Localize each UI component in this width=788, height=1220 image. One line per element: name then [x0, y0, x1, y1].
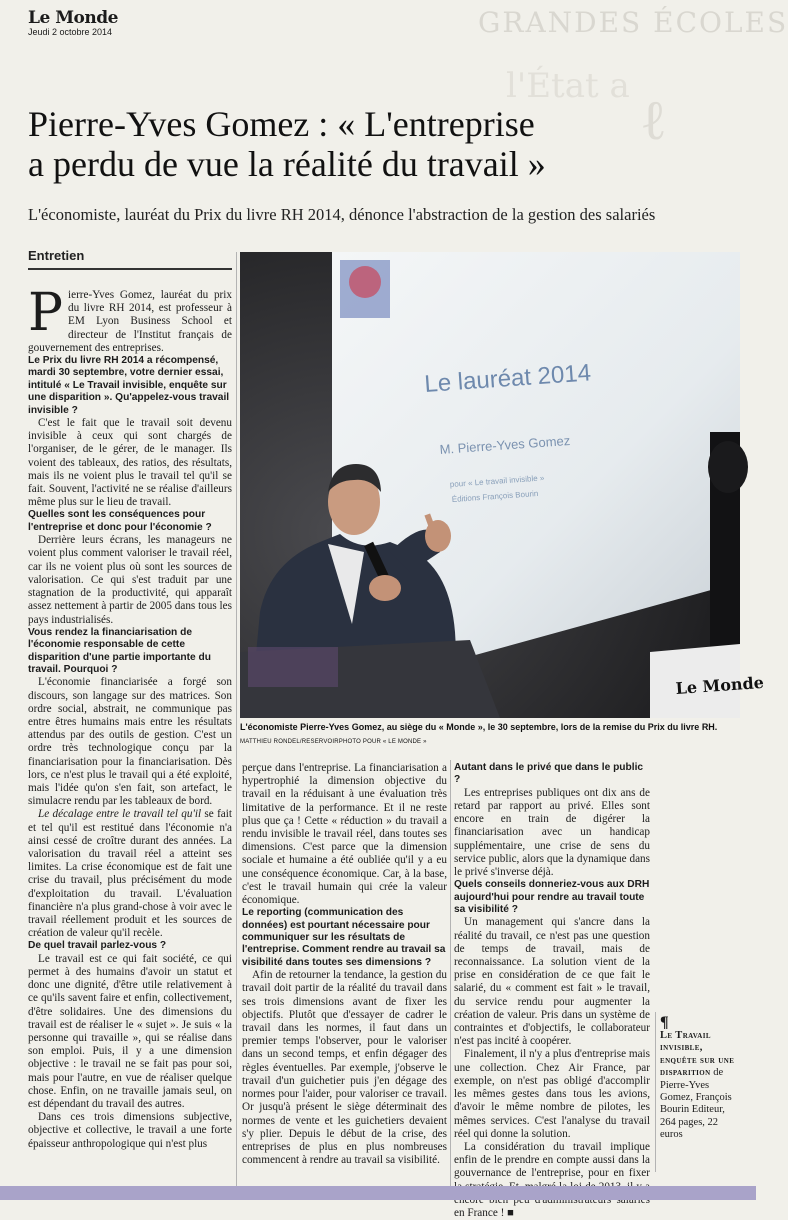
- photo-caption: [240, 722, 750, 748]
- slide-line-1: pour « Le travail invisible »: [449, 473, 545, 489]
- col3-question-1: Autant dans le privé que dans le public ?: [454, 762, 644, 786]
- slide-line-2: Éditions François Bourin: [451, 488, 539, 504]
- article-column-3: [454, 762, 650, 1220]
- book-title: Le Travail invisible, enquête sur une disparition: [660, 1030, 735, 1079]
- masthead: [28, 8, 118, 37]
- article-photo: [240, 252, 765, 718]
- photo-credit: MATTHIEU RONDEL/RESERVOIRPHOTO POUR « LE MONDE »: [240, 739, 427, 745]
- col3-answer-3: Finalement, il n'y a plus d'entreprise mais une collection. Chez Air France, par exemple, on n'est pas obligé d'accomplir les mêmes gestes dans tous les avions, d'avoir le même nombre de pilotes, les mêmes services. C'est l'analyse du travail réel qui donne la solution.: [454, 1048, 650, 1140]
- lectern-logo: Le Monde: [674, 672, 765, 698]
- col2-question-1: Le reporting (communication des données) est pourtant nécessaire pour communiquer sur les résultats de l'entreprise. Comment rendre au travail sa visibilité dans toutes ses dimensions ?: [242, 907, 446, 968]
- bleed-through-header: GRANDES ÉCOLES: [478, 6, 788, 39]
- column-divider-2: [450, 760, 451, 1186]
- intro-paragraph: [28, 283, 232, 355]
- headline-line-1: Pierre-Yves Gomez : « L'entreprise: [28, 104, 535, 144]
- drop-cap: P: [28, 283, 63, 343]
- section-label: Entretien: [28, 248, 85, 263]
- headline-line-2: a perdu de vue la réalité du travail »: [28, 144, 546, 184]
- article-headline: [28, 104, 728, 184]
- question-4: De quel travail parlez-vous ?: [28, 940, 167, 952]
- question-3: Vous rendez la financiarisation de l'économie responsable de cette disparition d'une partie importante du travail. Pourquoi ?: [28, 626, 211, 675]
- col3-answer-2: Un management qui s'ancre dans la réalité du travail, ce n'est pas une question de temps de travail, mais de reconnaissance. La solution vient de la prise en considération de ce que fait le salarié, du « comment est fait » le travail, du service rendu pour augmenter la création de valeur. Pris dans un système de contraintes et d'objectifs, le collaborateur n'est pas incité à coopérer.: [454, 916, 650, 1048]
- answer-2: Derrière leurs écrans, les manageurs ne voient plus comment valoriser le travail réel, car ils ne voient plus où sont les sources de valorisation. Ce qui s'est traduit par une stagnation de la productivité, qui apparaît assez nettement à partir de 2005 dans tous les pays industrialisés.: [28, 534, 232, 626]
- answer-1: C'est le fait que le travail soit devenu invisible à ceux qui sont chargés de l'organiser, de le gérer, de le manager. Ils voient des tableaux, des ratios, des résultats, mais ils ne voient plus le travail tel qu'il se fait. Souvent, l'activité ne se réalise d'ailleurs même plus sur le lieu de travail.: [28, 417, 232, 509]
- article-subhead: L'économiste, lauréat du Prix du livre RH 2014, dénonce l'abstraction de la gestion des salariés: [28, 205, 656, 224]
- bottom-color-band: [0, 1186, 756, 1200]
- issue-date: Jeudi 2 octobre 2014: [28, 27, 113, 37]
- book-info-box: [660, 1016, 742, 1142]
- answer-3: L'économie financiarisée a forgé son discours, son langage sur des matrices. Son ordre social, abstrait, ne communique pas entre êtres humains mais entre les résultats attendus par des outils de gestion. C'est un ordre très technologique conçu par la financiarisation pour la financiarisation. Dès lors, ce n'est plus le travail qui a été exploité, mais l'idée qu'on s'en fait, son artefact, le simulacre rendu par les tableaux de bord.: [28, 676, 232, 808]
- question-1: Le Prix du livre RH 2014 a récompensé, mardi 30 septembre, votre dernier essai, intitulé « Le Travail invisible, enquête sur une disparition ». Qu'appelez-vous travail invisible ?: [28, 355, 230, 416]
- intro-text: ierre-Yves Gomez, lauréat du prix du livre RH 2014, est professeur à EM Lyon Business School et directeur de l'Institut français de gouvernement des entreprises.: [28, 289, 232, 354]
- column-divider-1: [236, 252, 237, 1186]
- question-2: Quelles sont les conséquences pour l'entreprise et donc pour l'économie ?: [28, 509, 212, 533]
- col2-answer-1: perçue dans l'entreprise. La financiarisation a hypertrophié la dimension objective du travail en la réduisant à une évaluation très limitative de la performance. Et il ne reste plus que ça ! Cette « réduction » du travail a rendu invisible le travail réel, dans toutes ses dimensions. C'est parce que la dimension sociale et humaine a été oubliée qu'il y a eu une conséquence économique. Car, à la base, c'est le travail humain qui crée la valeur économique.: [242, 762, 447, 907]
- book-details: de Pierre-Yves Gomez, François Bourin Editeur, 264 pages, 22 euros: [660, 1067, 732, 1141]
- col2-answer-2: Afin de retourner la tendance, la gestion du travail doit partir de la réalité du travail dans ses trois dimensions avant de fixer les objectifs. Plutôt que d'essayer de cadrer le travail dans les normes, il faut dans un premier temps l'observer, pour le valoriser dans un second temps, et enfin dégager des règles éventuelles. Par exemple, j'observe le travail d'un guichetier puis j'en dégage des normes pour l'aider, pour valoriser ce travail. Or jusqu'à présent le siège déterminait des normes de vente et les guichetiers devaient s'y plier. Depuis le début de la crise, des entreprises de plus en plus nombreuses commencent à rendre au travail sa visibilité.: [242, 969, 447, 1167]
- bleed-through-text-2: ℓ: [640, 88, 667, 153]
- newspaper-logo: Le Monde: [28, 8, 118, 28]
- bleed-through-text-1: l'État a: [506, 66, 630, 106]
- article-column-1: [28, 283, 232, 1189]
- col3-answer-4: La considération du travail implique enfin de le prendre en compte aussi dans la gouvernance de l'entreprise, pour en fixer en France ! ■: [454, 1140, 650, 1219]
- slide-name: M. Pierre-Yves Gomez: [439, 432, 571, 457]
- slide-title: Le lauréat 2014: [423, 359, 592, 398]
- article-column-2: [242, 762, 447, 1167]
- photo-illustration: [240, 252, 765, 718]
- answer-3b-text: se fait et tel qu'il est restitué dans l'économie n'a ainsi cessé de croître durant des années. La valorisation du travail réel a atteint ses limites. La crise économique est de fait une crise du travail, plus précisément du mode d'exploitation du travail. L'évaluation financière n'a plus grand-chose à voir avec le travail réellement produit et les sources de création de valeur qu'il recèle.: [28, 808, 232, 940]
- pilcrow-icon: ¶: [660, 1014, 669, 1031]
- col3-answer-1: Les entreprises publiques ont dix ans de retard par rapport au privé. Elles sont encore en train de digérer la financiarisation avec un handicap supplémentaire, une crise de sens du service public, alors que la dynamique dans le privé s'inverse déjà.: [454, 786, 650, 879]
- col3-question-2: Quels conseils donneriez-vous aux DRH aujourd'hui pour rendre au travail toute sa visibilité ?: [454, 879, 650, 916]
- section-rule: [28, 268, 232, 270]
- column-divider-3: [655, 1012, 656, 1172]
- answer-3b: [28, 808, 232, 940]
- answer-4: Le travail est ce qui fait société, ce qui permet à des humains d'avoir un statut et donc une dignité, d'être utile relativement à ce qu'ils savent faire et enfin, collectivement, d'être solidaires. Une des dimensions du travail est de réaliser le « sujet ». Je suis « la personne qui travaille », qui se réalise dans son emploi. Puis, il y a une dimension objective : le travail ne se fait pas pour soi, mais pour l'autre, en vue de réaliser quelque chose. Enfin, on ne travaille jamais seul, on est dépendant du travail des autres.: [28, 952, 232, 1111]
- caption-text: L'économiste Pierre-Yves Gomez, au siège du « Monde », le 30 septembre, lors de la remise du Prix du livre RH.: [240, 722, 718, 732]
- answer-3b-italic: Le décalage entre le travail tel qu'il: [38, 808, 202, 821]
- answer-4b: Dans ces trois dimensions subjective, objective et collective, le travail a une forte épaisseur anthropologique qui n'est plus: [28, 1111, 232, 1150]
